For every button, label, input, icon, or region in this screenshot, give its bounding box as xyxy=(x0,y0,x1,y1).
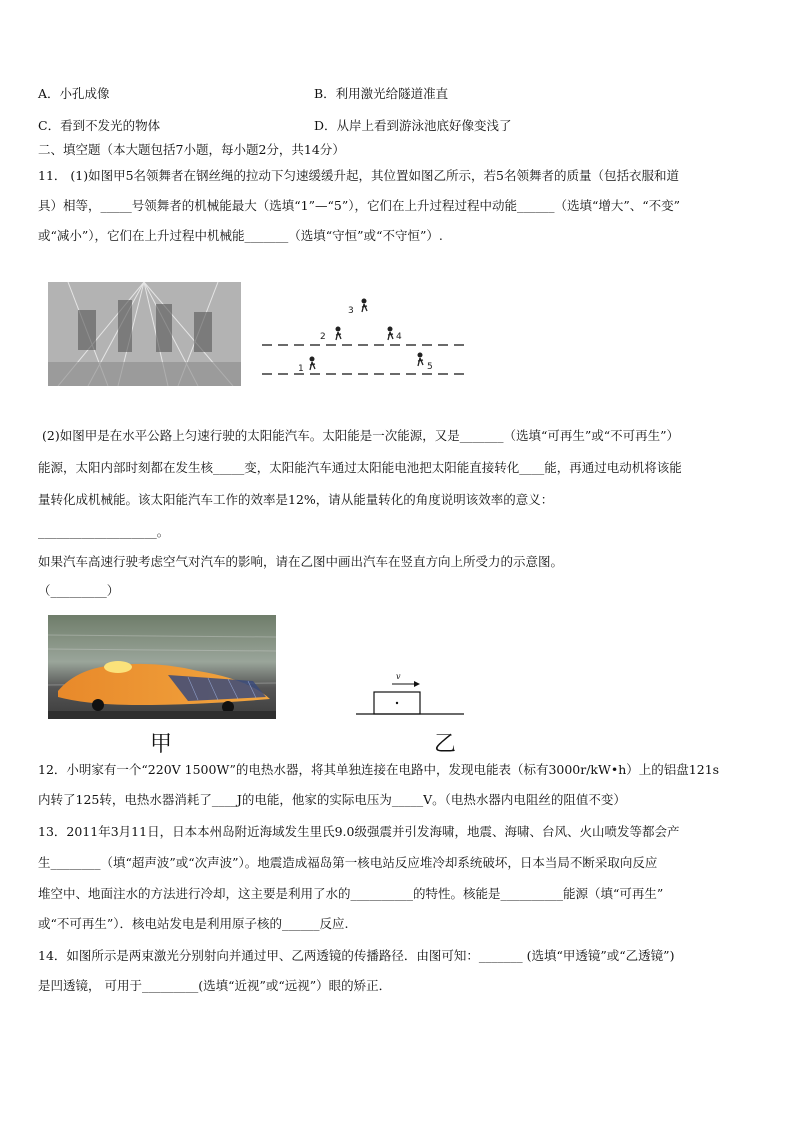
dancer-icon xyxy=(310,357,316,371)
q13-line4: 或“不可再生”）．核电站发电是利用原子核的______反应. xyxy=(38,916,349,931)
q11-part2-answer-blank: ___________________。 xyxy=(38,524,170,539)
section-title: 二、填空题（本大题包括7小题，每小题2分，共14分） xyxy=(38,142,345,157)
q11-part2-line3: 量转化成机械能。该太阳能汽车工作的效率是12%，请从能量转化的角度说明该效率的意义： xyxy=(38,492,554,507)
option-b: B．利用激光给隧道准直 xyxy=(314,86,449,101)
dancer-icon xyxy=(362,299,368,313)
q13-line3: 堆空中、地面注水的方法进行冷却，这主要是利用了水的__________的特性。核能是__________能源（填“可再生” xyxy=(38,886,664,901)
q11-part1-line3: 或“减小”），它们在上升过程中机械能_______（选填“守恒”或“不守恒”）. xyxy=(38,228,443,243)
car-force-diagram xyxy=(350,668,470,720)
q14-line2: 是凹透镜， 可用于_________(选填“近视”或“远视”）眼的矫正． xyxy=(38,978,392,993)
dancer-label-3: 3 xyxy=(348,306,354,316)
option-a: A．小孔成像 xyxy=(38,86,110,101)
q14-line1: 14．如图所示是两束激光分别射向并通过甲、乙两透镜的传播路径．由图可知：_______ (选填“甲透镜”或“乙透镜”) xyxy=(38,948,675,963)
q11-part1-line2: 具）相等，_____号领舞者的机械能最大（选填“1”—“5”），它们在上升过程过程中动能______（选填“增大”、“不变” xyxy=(38,198,681,213)
dancer-icon xyxy=(418,353,424,367)
q12-line2: 内转了125转，电热水器消耗了____J的电能，他家的实际电压为_____V。（电热水器内电阻丝的阻值不变） xyxy=(38,792,626,807)
q11-part2-line2: 能源，太阳内部时刻都在发生核_____变，太阳能汽车通过太阳能电池把太阳能直接转化____能，再通过电动机将该能 xyxy=(38,460,682,475)
q13-line2: 生________（填“超声波”或“次声波”）。地震造成福岛第一核电站反应堆冷却系统破坏，日本当局不断采取向反应 xyxy=(38,855,658,870)
figure-caption-jia: 甲 xyxy=(150,732,173,757)
dancer-label-2: 2 xyxy=(320,332,326,342)
q11-part1-line1: 11． (1)如图甲5名领舞者在钢丝绳的拉动下匀速缓缓升起，其位置如图乙所示，若5名领舞者的质量（包括衣服和道 xyxy=(38,168,679,183)
velocity-arrow-icon xyxy=(414,681,420,687)
figure-caption-yi: 乙 xyxy=(434,732,457,757)
dancer-label-4: 4 xyxy=(396,332,402,342)
solar-car-photo xyxy=(48,615,276,719)
dancers-photo xyxy=(48,282,241,386)
dancer-icon xyxy=(388,327,394,341)
q12-line1: 12．小明家有一个“220V 1500W”的电热水器，将其单独连接在电路中，发现电能表（标有3000r/kW•h）上的铝盘121s xyxy=(38,762,720,777)
dancer-position-diagram xyxy=(256,290,476,390)
q11-part2-line5: 如果汽车高速行驶考虑空气对汽车的影响，请在乙图中画出汽车在竖直方向上所受力的示意图。 xyxy=(38,554,564,569)
dancer-icon xyxy=(336,327,342,341)
q11-part2-line1: (2)如图甲是在水平公路上匀速行驶的太阳能汽车。太阳能是一次能源，又是_______（选填“可再生”或“不可再生”） xyxy=(42,428,680,443)
q13-line1: 13．2011年3月11日，日本本州岛附近海域发生里氏9.0级强震并引发海啸，地震、海啸、台风、火山喷发等都会产 xyxy=(38,824,680,839)
velocity-label: v xyxy=(396,672,401,681)
dancer-label-5: 5 xyxy=(427,362,433,372)
dancer-label-1: 1 xyxy=(298,364,304,374)
option-d: D．从岸上看到游泳池底好像变浅了 xyxy=(314,118,512,133)
q11-part2-answer-bracket: （_________） xyxy=(38,583,120,598)
option-c: C．看到不发光的物体 xyxy=(38,118,161,133)
